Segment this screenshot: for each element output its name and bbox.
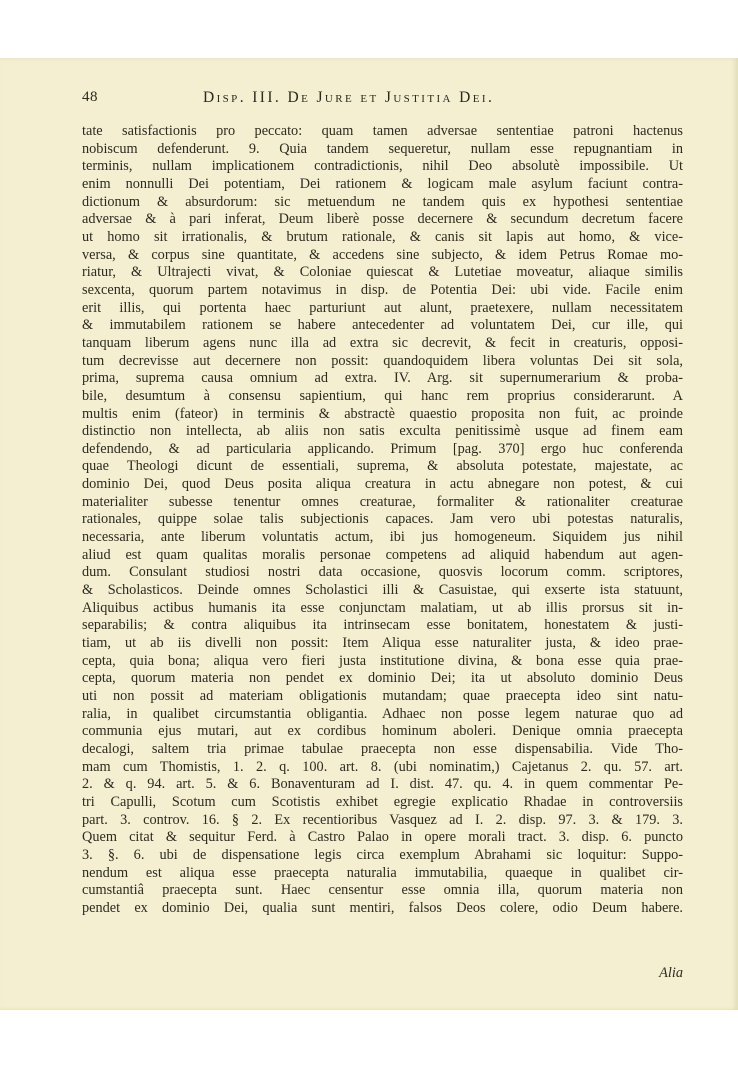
running-title: Disp. III. De Jure et Justitia Dei. — [203, 89, 495, 106]
page-number: 48 — [82, 89, 98, 105]
text-line: defendendo, & ad particularia applicando. Primum [pag. 370] ergo huc conferenda — [82, 440, 683, 457]
text-line: Aliquibus actibus humanis ita esse conjunctam malatiam, ut ab illis prorsus sit in- — [82, 599, 683, 616]
text-line: mam cum Thomistis, 1. 2. q. 100. art. 8. (ubi nominatim,) Cajetanus 2. qu. 57. art. — [82, 758, 683, 775]
text-line: dum. Consulant studiosi nostri data occasione, quosvis locorum comm. scriptores, — [82, 564, 683, 581]
text-line: distinctio non intellecta, ab aliis non satis exculta penitissimè usque ad finem eam — [82, 423, 683, 440]
text-line: dominio Dei, quod Deus posita aliqua creatura in actu abnegare non potest, & cui — [82, 476, 683, 493]
text-line: 3. §. 6. ubi de dispensatione legis circa exemplum Abrahami sic loquitur: Suppo- — [82, 846, 683, 863]
text-line: & Scholasticos. Deinde omnes Scholastici illi & Casuistae, qui exserte ista statuunt, — [82, 582, 683, 599]
text-line: tiam, ut ab iis divelli non possit: Item Aliqua esse naturaliter justa, & ideo prae- — [82, 635, 683, 652]
text-line: 2. & q. 94. art. 5. & 6. Bonaventuram ad I. dist. 47. qu. 4. in quem commentar Pe- — [82, 776, 683, 793]
text-line: tum decrevisse aut decernere non possit: quandoquidem libera voluntas Dei sit sola, — [82, 352, 683, 369]
body-text — [82, 123, 683, 918]
text-line: cumstantiâ praecepta sunt. Haec censentur esse omnia illa, quorum materia non — [82, 882, 683, 899]
page-header — [82, 89, 682, 109]
text-line: bile, desumtum à consensu sapientium, qui hanc rem proprius considerarunt. A — [82, 387, 683, 404]
catchword: Alia — [659, 965, 683, 981]
text-line: part. 3. controv. 16. § 2. Ex recentioribus Vasquez ad I. 2. disp. 97. 3. & 179. 3. — [82, 811, 683, 828]
text-line: ralia, in qualibet circumstantia obligantia. Adhaec non posse legem naturae quo ad — [82, 705, 683, 722]
text-line: aliud est quam qualitas moralis personae competens ad aliquid habendum aut agen- — [82, 546, 683, 563]
text-line: & immutabilem rationem se habere antecedenter ad voluntatem Dei, cur ille, qui — [82, 317, 683, 334]
text-line: quae Theologi dicunt de essentiali, suprema, & absoluta potestate, majestate, ac — [82, 458, 683, 475]
text-line: versa, & corpus sine quantitate, & accedens sine subjecto, & idem Petrus Romae mo- — [82, 246, 683, 263]
text-line: terminis, nullam implicationem contradictionis, nihil Deo absolutè impossibile. Ut — [82, 158, 683, 175]
text-line: sexcenta, quorum partem notavimus in disp. de Potentia Dei: ubi vide. Facile enim — [82, 281, 683, 298]
text-line: decalogi, saltem tria primae tabulae praecepta non esse dispensabilia. Vide Tho- — [82, 740, 683, 757]
text-line: nobiscum defenderunt. 9. Quia tandem sequeretur, nullam esse repugnantiam in — [82, 140, 683, 157]
text-line: cepta, quorum materia non pendet ex dominio Dei; ita ut absoluto dominio Deus — [82, 670, 683, 687]
text-line: ut homo sit irrationalis, & brutum rationale, & canis sit lapis aut homo, & vice- — [82, 228, 683, 245]
text-line: riatur, & Ultrajecti vivat, & Coloniae quiescat & Lutetiae moveatur, aliaque similis — [82, 264, 683, 281]
text-line: necessaria, ante liberum voluntatis actum, ibi jus homogeneum. Siquidem jus nihil — [82, 529, 683, 546]
text-line: separabilis; & contra aliquibus ita intrinsecam esse bonitatem, honestatem & justi- — [82, 617, 683, 634]
text-line: tate satisfactionis pro peccato: quam tamen adversae sententiae patroni hactenus — [82, 123, 683, 139]
text-line: nendum est aliqua esse praecepta naturalia immutabilia, quaeque in qualibet cir- — [82, 864, 683, 881]
text-line: rationales, quippe solae talis subjectionis capaces. Jam vero ubi potestas naturalis, — [82, 511, 683, 528]
text-line: tri Capulli, Scotum cum Scotistis exhibet egregie explicatio Rhadae in controversiis — [82, 793, 683, 810]
text-line: pendet ex dominio Dei, qualia sunt mentiri, falsos Deos colere, odio Deum habere. — [82, 899, 683, 916]
text-line: cepta, quia bona; aliqua vero fieri justa institutione divina, & bona esse quia prae- — [82, 652, 683, 669]
text-line: Quem citat & sequitur Ferd. à Castro Palao in opere morali tract. 3. disp. 6. puncto — [82, 829, 683, 846]
text-line: tanquam liberum agens nunc illa ad extra sic decrevit, & fecit in creaturis, opposi- — [82, 334, 683, 351]
text-line: communia ejus mutari, aut ex cordibus hominum aboleri. Denique omnia praecepta — [82, 723, 683, 740]
text-line: multis enim (fateor) in terminis & abstractè quaestio proposita non fuit, ac proinde — [82, 405, 683, 422]
text-line: uti non possit ad materiam obligationis mutandam; quae praecepta ideo sint natu- — [82, 688, 683, 704]
text-line: prima, suprema causa omnium ad extra. IV. Arg. sit supernumerarium & proba- — [82, 370, 683, 387]
text-line: enim nonnulli Dei potentiam, Dei rationem & logicam male asylum faciunt contra- — [82, 175, 683, 192]
text-line: materialiter subesse tenentur omnes creaturae, formaliter & rationaliter creaturae — [82, 493, 683, 510]
text-line: adversae & à pari inferat, Deum liberè posse decernere & secundum decretum facere — [82, 211, 683, 228]
text-line: dictionum & absurdorum: sic metuendum ne tandem quis ex hypothesi sententiae — [82, 193, 683, 210]
text-line: erit illis, qui portenta haec parturiunt aut alunt, praetexere, nullam necessitatem — [82, 299, 683, 316]
